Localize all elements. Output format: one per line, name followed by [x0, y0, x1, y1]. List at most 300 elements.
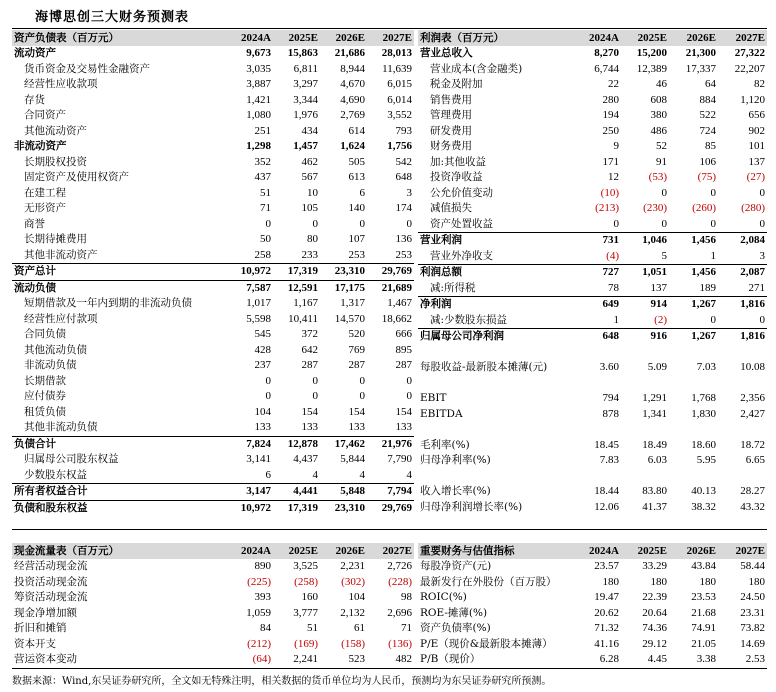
- cell-value: 58.44: [740, 560, 765, 572]
- cell-value: 0: [710, 217, 716, 230]
- cell-value: 545: [254, 328, 271, 340]
- table-header-row: [12, 30, 414, 46]
- cell-value: 2.53: [745, 653, 765, 665]
- cell-value: 38.32: [691, 500, 716, 513]
- row-label: 每股收益-最新股本摊薄(元): [420, 361, 548, 373]
- cell-value: 18.45: [594, 438, 619, 451]
- year-header: 2025E: [273, 543, 320, 559]
- cell-value: 0: [265, 217, 271, 230]
- cell-value: 105: [301, 202, 318, 214]
- cell-value: 372: [301, 328, 318, 340]
- cell-value: 642: [301, 343, 318, 356]
- year-header: 2024A: [226, 543, 273, 559]
- table-row: [12, 232, 414, 248]
- cell-value: 878: [602, 407, 619, 420]
- cell-value: 522: [699, 109, 716, 121]
- cell-value: 5,848: [320, 484, 367, 501]
- row-label: 减值损失: [430, 202, 472, 214]
- cell-value: 140: [348, 202, 365, 214]
- cell-value: 40.13: [691, 485, 716, 497]
- cell-value: 18.49: [642, 438, 667, 451]
- table-row: [12, 575, 414, 591]
- table-row: [12, 46, 414, 62]
- table-row: [12, 170, 414, 186]
- table-header-label: 利润表（百万元）: [418, 30, 573, 46]
- year-header: 2024A: [226, 30, 273, 46]
- table-row: [418, 606, 767, 622]
- cell-value: 7,824: [226, 436, 273, 452]
- cell-value: 2,241: [293, 653, 318, 665]
- cell-value: 6.65: [745, 454, 765, 466]
- cell-value: 27,322: [734, 47, 765, 59]
- cell-value: 380: [650, 109, 667, 121]
- cell-value: 1,421: [246, 93, 271, 106]
- cell-value: 287: [395, 359, 412, 371]
- row-label: 归属母公司净利润: [418, 329, 573, 345]
- cell-value: 180: [699, 575, 716, 588]
- table-row: [12, 389, 414, 405]
- year-header: 2027E: [367, 30, 414, 46]
- cell-value: 41.16: [594, 637, 619, 650]
- cell-value: 608: [650, 93, 667, 106]
- table-row: [12, 248, 414, 264]
- year-header: 2025E: [273, 30, 320, 46]
- cell-value: 0: [265, 390, 271, 402]
- cell-value: 4: [406, 468, 412, 481]
- cell-value: 12,591: [273, 280, 320, 296]
- cell-value: 80: [307, 233, 318, 245]
- row-label: 归属母公司股东权益: [24, 453, 119, 465]
- cell-value: 19.47: [594, 591, 619, 603]
- cell-value: 287: [301, 359, 318, 371]
- row-label: 租赁负债: [24, 405, 66, 418]
- row-label: 合同负债: [24, 328, 66, 340]
- cell-value: 18.72: [740, 438, 765, 451]
- cell-value: (260): [692, 202, 716, 214]
- cell-value: 0: [759, 186, 765, 199]
- cell-value: 523: [348, 653, 365, 665]
- row-label: 管理费用: [430, 109, 472, 121]
- cell-value: 194: [602, 109, 619, 121]
- cell-value: 437: [254, 171, 271, 183]
- year-header: 2026E: [320, 543, 367, 559]
- cell-value: 7.03: [696, 361, 716, 373]
- cell-value: 1,167: [293, 297, 318, 309]
- row-label: 商誉: [24, 217, 45, 230]
- cell-value: (4): [606, 249, 619, 262]
- row-label: 减:所得税: [430, 281, 476, 294]
- cell-value: 352: [254, 155, 271, 168]
- cell-value: 233: [301, 248, 318, 261]
- table-row: [12, 186, 414, 202]
- row-label: 收入增长率(%): [420, 485, 491, 497]
- table-row: [12, 621, 414, 637]
- cell-value: 74.91: [691, 622, 716, 634]
- row-label: 投资活动现金流: [14, 575, 88, 588]
- cell-value: 656: [748, 109, 765, 121]
- cell-value: 1,341: [642, 407, 667, 420]
- row-label: 短期借款及一年内到期的非流动负债: [24, 297, 192, 309]
- cell-value: 133: [254, 421, 271, 433]
- row-label: 营业总收入: [420, 47, 473, 59]
- cell-value: 10.08: [740, 361, 765, 373]
- table-row: [418, 621, 767, 637]
- cell-value: 5,844: [340, 453, 365, 465]
- cell-value: 3,777: [293, 606, 318, 619]
- row-label: 固定资产及使用权资产: [24, 171, 129, 183]
- table-row: [12, 264, 414, 281]
- cell-value: 18,662: [381, 312, 412, 325]
- cell-value: 3,344: [293, 93, 318, 106]
- row-label: 营业成本(含金融类): [430, 62, 523, 75]
- row-label: [418, 422, 573, 438]
- row-label: 经营性应付款项: [24, 312, 98, 325]
- cell-value: 23.31: [740, 606, 765, 619]
- cell-value: 1,456: [669, 233, 718, 249]
- cell-value: 0: [710, 186, 716, 199]
- row-label: 负债合计: [12, 436, 226, 452]
- cell-value: (53): [648, 171, 667, 183]
- table-row: [12, 62, 414, 78]
- table-row: [418, 438, 767, 454]
- source-footnote: 数据来源：Wind,东吴证券研究所，全文如无特殊注明，相关数据的货币单位均为人民币，预测均为东吴证券研究所预测。: [12, 676, 552, 687]
- cell-value: 649: [573, 297, 621, 313]
- cell-value: 2,087: [718, 265, 767, 281]
- cell-value: [718, 376, 767, 392]
- cell-value: 542: [395, 155, 412, 168]
- cell-value: 180: [602, 575, 619, 588]
- table-header-row: [418, 30, 767, 46]
- cell-value: 0: [265, 374, 271, 387]
- table-row: [12, 559, 414, 575]
- row-label: 经营活动现金流: [14, 560, 88, 572]
- cell-value: 4,670: [340, 78, 365, 90]
- cell-value: 7,794: [367, 484, 414, 501]
- cell-value: 280: [602, 93, 619, 106]
- row-label: 流动资产: [14, 47, 56, 59]
- cell-value: 10: [307, 186, 318, 199]
- cell-value: 486: [650, 124, 667, 137]
- cell-value: (225): [247, 575, 271, 588]
- cell-value: 393: [254, 591, 271, 603]
- cell-value: 107: [348, 233, 365, 245]
- row-label: 资本开支: [14, 637, 56, 650]
- cell-value: 0: [661, 186, 667, 199]
- cell-value: 136: [395, 233, 412, 245]
- cell-value: (212): [247, 637, 271, 650]
- cell-value: 104: [254, 405, 271, 418]
- row-label: 加:其他收益: [430, 155, 487, 168]
- table-row: [12, 358, 414, 374]
- cell-value: 7,790: [387, 453, 412, 465]
- cell-value: 84: [260, 622, 271, 634]
- cell-value: 6: [265, 468, 271, 481]
- cell-value: 3.60: [599, 361, 619, 373]
- table-row: [418, 652, 767, 668]
- cell-value: (302): [341, 575, 365, 588]
- year-header: 2025E: [621, 30, 669, 46]
- year-header: 2024A: [573, 543, 621, 559]
- cell-value: [621, 469, 669, 485]
- cell-value: 648: [573, 329, 621, 345]
- cell-value: 250: [602, 124, 619, 137]
- table-row: [418, 297, 767, 313]
- cell-value: [718, 469, 767, 485]
- row-label: 归母净利率(%): [420, 454, 491, 466]
- cell-value: 29,769: [367, 264, 414, 281]
- cell-value: 29.12: [642, 637, 667, 650]
- cell-value: (10): [600, 186, 619, 199]
- cell-value: 71: [260, 202, 271, 214]
- cell-value: 17,319: [273, 264, 320, 281]
- cell-value: 12.06: [594, 500, 619, 513]
- cell-value: 1,046: [621, 233, 669, 249]
- cell-value: 23,310: [320, 500, 367, 516]
- row-label: 研发费用: [430, 124, 472, 137]
- row-label: 其他流动资产: [24, 124, 87, 137]
- row-label: 折旧和摊销: [14, 622, 67, 634]
- row-label: 销售费用: [430, 93, 472, 106]
- cell-value: 724: [699, 124, 716, 137]
- cell-value: (169): [294, 637, 318, 650]
- cell-value: 727: [573, 265, 621, 281]
- cell-value: 1,017: [246, 297, 271, 309]
- row-label: 减:少数股东损益: [430, 313, 508, 326]
- cell-value: 3,147: [226, 484, 273, 501]
- table-row: [418, 500, 767, 516]
- year-header: 2027E: [718, 30, 767, 46]
- row-label: 其他流动负债: [24, 343, 87, 356]
- row-label: 非流动资产: [14, 140, 67, 152]
- cell-value: 83.80: [642, 485, 667, 497]
- cell-value: 74.36: [642, 622, 667, 634]
- cell-value: 46: [656, 78, 667, 90]
- table-row: [12, 77, 414, 93]
- table-row: [12, 312, 414, 328]
- cell-value: 21,976: [367, 436, 414, 452]
- cell-value: 8,944: [340, 62, 365, 75]
- cell-value: 3: [406, 186, 412, 199]
- cell-value: 520: [348, 328, 365, 340]
- row-label: 合同资产: [24, 109, 66, 121]
- cell-value: 21,686: [334, 47, 365, 59]
- table-row: [12, 652, 414, 668]
- cell-value: 50: [260, 233, 271, 245]
- table-row: [418, 201, 767, 217]
- table-row: [418, 469, 767, 485]
- cell-value: 914: [621, 297, 669, 313]
- cell-value: 769: [348, 343, 365, 356]
- cell-value: 51: [307, 622, 318, 634]
- row-label: 在建工程: [24, 186, 66, 199]
- cell-value: 0: [406, 390, 412, 402]
- balance-sheet-table: [12, 30, 414, 516]
- cell-value: 0: [312, 374, 318, 387]
- cell-value: 271: [748, 281, 765, 294]
- cell-value: 6,014: [387, 93, 412, 106]
- cell-value: 793: [395, 124, 412, 137]
- cell-value: 902: [748, 124, 765, 137]
- row-label: 利润总额: [418, 265, 573, 281]
- table-row: [12, 468, 414, 484]
- table-row: [418, 422, 767, 438]
- cell-value: 174: [395, 202, 412, 214]
- cell-value: 237: [254, 359, 271, 371]
- cell-value: 6.03: [647, 454, 667, 466]
- page-title: 海博思创三大财务预测表: [35, 10, 190, 25]
- cell-value: 2,696: [387, 606, 412, 619]
- row-label: 长期股权投资: [24, 155, 87, 168]
- table-row: [418, 329, 767, 345]
- cell-value: (75): [697, 171, 716, 183]
- cell-value: 9,673: [246, 47, 271, 59]
- cell-value: 10,972: [226, 500, 273, 516]
- cell-value: 3,552: [387, 109, 412, 121]
- cell-value: (64): [252, 653, 271, 665]
- cell-value: 1,267: [669, 329, 718, 345]
- cell-value: 18.44: [594, 485, 619, 497]
- cell-value: 4,437: [293, 453, 318, 465]
- cell-value: 2,231: [340, 560, 365, 572]
- cell-value: 4,441: [273, 484, 320, 501]
- cell-value: [718, 345, 767, 361]
- table-row: [12, 327, 414, 343]
- cell-value: 1,317: [340, 297, 365, 309]
- cell-value: 505: [348, 155, 365, 168]
- table-row: [418, 360, 767, 376]
- cell-value: 2,132: [340, 606, 365, 619]
- cell-value: 3,525: [293, 560, 318, 572]
- cell-value: 1,467: [387, 297, 412, 309]
- cell-value: 0: [312, 217, 318, 230]
- cell-value: 5.95: [696, 454, 716, 466]
- cell-value: 41.37: [642, 500, 667, 513]
- cell-value: 916: [621, 329, 669, 345]
- row-label: 其他非流动负债: [24, 421, 98, 433]
- cell-value: 17,462: [320, 436, 367, 452]
- cell-value: 171: [602, 155, 619, 168]
- cell-value: 17,337: [685, 62, 716, 75]
- cell-value: [573, 469, 621, 485]
- cell-value: 1,830: [691, 407, 716, 420]
- cell-value: 12,878: [273, 436, 320, 452]
- cell-value: 61: [354, 622, 365, 634]
- cell-value: (27): [746, 171, 765, 183]
- cell-value: 2,427: [740, 407, 765, 420]
- cell-value: 24.50: [740, 591, 765, 603]
- row-label: 现金净增加额: [14, 606, 77, 619]
- cell-value: 4: [312, 468, 318, 481]
- table-header-label: 重要财务与估值指标: [418, 543, 573, 559]
- table-row: [418, 453, 767, 469]
- cell-value: [621, 345, 669, 361]
- cell-value: 137: [748, 155, 765, 168]
- table-row: [418, 559, 767, 575]
- cell-value: [669, 469, 718, 485]
- cell-value: 10,411: [288, 312, 318, 325]
- year-header: 2027E: [718, 543, 767, 559]
- cell-value: (280): [741, 202, 765, 214]
- table-row: [418, 590, 767, 606]
- cell-value: (258): [294, 575, 318, 588]
- cell-value: 78: [608, 281, 619, 294]
- year-header: 2026E: [669, 30, 718, 46]
- cell-value: (136): [388, 637, 412, 650]
- row-label: 投资净收益: [430, 171, 483, 183]
- row-label: 归母净利润增长率(%): [420, 500, 523, 513]
- table-row: [12, 606, 414, 622]
- cell-value: 91: [656, 155, 667, 168]
- cell-value: 10,972: [226, 264, 273, 281]
- table-row: [12, 343, 414, 359]
- table-row: [418, 637, 767, 653]
- cell-value: 71: [401, 622, 412, 634]
- cell-value: 15,200: [636, 47, 667, 59]
- row-label: ROIC(%): [420, 591, 467, 603]
- table-row: [418, 376, 767, 392]
- cell-value: 0: [359, 217, 365, 230]
- cell-value: 1,816: [718, 329, 767, 345]
- year-header: 2025E: [621, 543, 669, 559]
- year-header: 2027E: [367, 543, 414, 559]
- cell-value: 0: [613, 217, 619, 230]
- cell-value: 6,811: [293, 62, 318, 75]
- cell-value: 1: [613, 313, 619, 326]
- cell-value: 3.38: [696, 653, 716, 665]
- cell-value: 17,175: [320, 280, 367, 296]
- cell-value: [669, 345, 718, 361]
- cell-value: 258: [254, 248, 271, 261]
- cell-value: 0: [406, 374, 412, 387]
- year-header: 2026E: [669, 543, 718, 559]
- cell-value: 21.05: [691, 637, 716, 650]
- row-label: 营运资本变动: [14, 653, 77, 665]
- cell-value: 1,120: [740, 93, 765, 106]
- row-label: 其他非流动资产: [24, 248, 98, 261]
- cell-value: 6: [359, 186, 365, 199]
- cell-value: 22,207: [734, 62, 765, 75]
- section-divider: [12, 529, 767, 530]
- cell-value: 4,690: [340, 93, 365, 106]
- table-row: [418, 77, 767, 93]
- cell-value: 0: [406, 217, 412, 230]
- table-row: [12, 420, 414, 436]
- cell-value: 51: [260, 186, 271, 199]
- row-label: 无形资产: [24, 202, 66, 214]
- cell-value: 0: [661, 217, 667, 230]
- table-row: [418, 217, 767, 233]
- cell-value: 0: [710, 313, 716, 326]
- cell-value: 29,769: [367, 500, 414, 516]
- cell-value: [718, 422, 767, 438]
- cell-value: (158): [341, 637, 365, 650]
- row-label: EBITDA: [420, 407, 463, 420]
- cell-value: 85: [705, 140, 716, 152]
- cell-value: 8,270: [594, 47, 619, 59]
- cell-value: 434: [301, 124, 318, 137]
- row-label: 净利润: [418, 297, 573, 313]
- table-row: [418, 345, 767, 361]
- table-row: [12, 374, 414, 390]
- table-row: [418, 46, 767, 62]
- table-row: [12, 452, 414, 468]
- table-row: [418, 186, 767, 202]
- table-row: [418, 313, 767, 329]
- cell-value: 2,769: [340, 109, 365, 121]
- cell-value: 253: [348, 248, 365, 261]
- cell-value: 28,013: [381, 47, 412, 59]
- cell-value: [669, 422, 718, 438]
